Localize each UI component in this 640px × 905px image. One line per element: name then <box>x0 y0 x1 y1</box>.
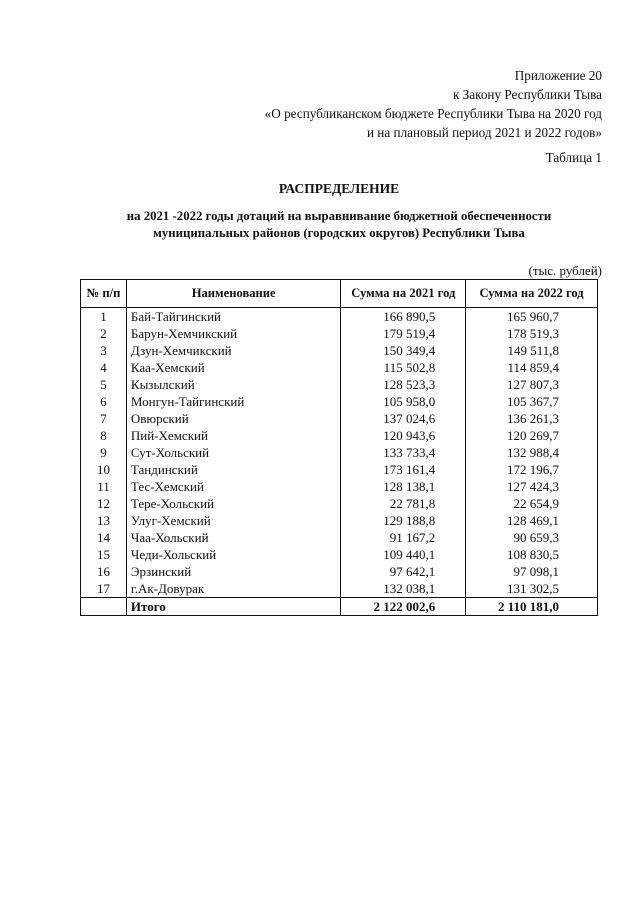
sum-2021: 91 167,2 <box>341 529 466 546</box>
distribution-table <box>80 279 598 616</box>
appendix-line: к Закону Республики Тыва <box>452 87 602 102</box>
sum-2021: 166 890,5 <box>341 308 466 326</box>
sum-2022: 131 302,5 <box>466 580 598 598</box>
sum-2021: 115 502,8 <box>341 359 466 376</box>
row-number: 3 <box>81 342 127 359</box>
total-row <box>81 598 598 616</box>
sum-2021: 97 642,1 <box>341 563 466 580</box>
district-name: Барун-Хемчикский <box>126 325 341 342</box>
sum-2022: 108 830,5 <box>466 546 598 563</box>
subtitle-line: муниципальных районов (городских округов) Республики Тыва <box>153 226 525 240</box>
row-number: 12 <box>81 495 127 512</box>
table-row <box>81 308 598 326</box>
appendix-reference <box>265 66 602 142</box>
table-row <box>81 359 598 376</box>
district-name: Эрзинский <box>126 563 341 580</box>
district-name: Каа-Хемский <box>126 359 341 376</box>
table-body <box>81 308 598 616</box>
district-name: Тес-Хемский <box>126 478 341 495</box>
row-number: 2 <box>81 325 127 342</box>
table-row <box>81 563 598 580</box>
table-label: Таблица 1 <box>545 150 602 165</box>
sum-2022: 120 269,7 <box>466 427 598 444</box>
units-note: (тыс. рублей) <box>528 263 602 278</box>
sum-2022: 90 659,3 <box>466 529 598 546</box>
table-row <box>81 376 598 393</box>
table-row <box>81 325 598 342</box>
header-row <box>81 280 598 308</box>
header-name: Наименование <box>126 280 341 308</box>
row-number: 15 <box>81 546 127 563</box>
appendix-line: «О республиканском бюджете Республики Тыва на 2020 год <box>264 106 602 121</box>
sum-2022: 127 424,3 <box>466 478 598 495</box>
row-number: 17 <box>81 580 127 598</box>
sum-2022: 128 469,1 <box>466 512 598 529</box>
sum-2021: 179 519,4 <box>341 325 466 342</box>
row-number: 14 <box>81 529 127 546</box>
sum-2021: 173 161,4 <box>341 461 466 478</box>
total-sum-2021: 2 122 002,6 <box>341 598 466 616</box>
district-name: Бай-Тайгинский <box>126 308 341 326</box>
row-number: 4 <box>81 359 127 376</box>
district-name: Улуг-Хемский <box>126 512 341 529</box>
sum-2021: 150 349,4 <box>341 342 466 359</box>
district-name: Сут-Хольский <box>126 444 341 461</box>
total-number <box>81 598 127 616</box>
table-row <box>81 495 598 512</box>
subtitle-line: на 2021 -2022 годы дотаций на выравнивание бюджетной обеспеченности <box>126 209 552 223</box>
table-row <box>81 393 598 410</box>
header-number: № п/п <box>81 280 127 308</box>
sum-2021: 128 138,1 <box>341 478 466 495</box>
row-number: 8 <box>81 427 127 444</box>
header-sum-2022: Сумма на 2022 год <box>466 280 598 308</box>
sum-2022: 127 807,3 <box>466 376 598 393</box>
table-row <box>81 580 598 598</box>
district-name: Тере-Хольский <box>126 495 341 512</box>
row-number: 13 <box>81 512 127 529</box>
row-number: 7 <box>81 410 127 427</box>
total-label: Итого <box>126 598 341 616</box>
row-number: 9 <box>81 444 127 461</box>
appendix-line: Приложение 20 <box>514 68 602 83</box>
table-row <box>81 342 598 359</box>
row-number: 5 <box>81 376 127 393</box>
sum-2022: 149 511,8 <box>466 342 598 359</box>
district-name: Тандинский <box>126 461 341 478</box>
district-name: г.Ак-Довурак <box>126 580 341 598</box>
district-name: Чаа-Хольский <box>126 529 341 546</box>
district-name: Овюрский <box>126 410 341 427</box>
row-number: 16 <box>81 563 127 580</box>
table-row <box>81 444 598 461</box>
appendix-line: и на плановый период 2021 и 2022 годов» <box>366 125 602 140</box>
total-sum-2022: 2 110 181,0 <box>466 598 598 616</box>
sum-2022: 22 654,9 <box>466 495 598 512</box>
district-name: Пий-Хемский <box>126 427 341 444</box>
sum-2021: 129 188,8 <box>341 512 466 529</box>
sum-2021: 137 024,6 <box>341 410 466 427</box>
district-name: Кызылский <box>126 376 341 393</box>
table-row <box>81 512 598 529</box>
district-name: Чеди-Хольский <box>126 546 341 563</box>
district-name: Монгун-Тайгинский <box>126 393 341 410</box>
sum-2022: 114 859,4 <box>466 359 598 376</box>
document-title: РАСПРЕДЕЛЕНИЕ <box>278 181 400 196</box>
table-row <box>81 546 598 563</box>
sum-2022: 136 261,3 <box>466 410 598 427</box>
sum-2022: 97 098,1 <box>466 563 598 580</box>
sum-2021: 120 943,6 <box>341 427 466 444</box>
sum-2021: 22 781,8 <box>341 495 466 512</box>
sum-2022: 172 196,7 <box>466 461 598 478</box>
table-row <box>81 410 598 427</box>
sum-2022: 165 960,7 <box>466 308 598 326</box>
table-row <box>81 529 598 546</box>
row-number: 11 <box>81 478 127 495</box>
table-row <box>81 461 598 478</box>
row-number: 1 <box>81 308 127 326</box>
sum-2021: 132 038,1 <box>341 580 466 598</box>
district-name: Дзун-Хемчикский <box>126 342 341 359</box>
sum-2021: 105 958,0 <box>341 393 466 410</box>
sum-2021: 128 523,3 <box>341 376 466 393</box>
row-number: 6 <box>81 393 127 410</box>
document-subtitle <box>0 208 640 242</box>
sum-2022: 132 988,4 <box>466 444 598 461</box>
row-number: 10 <box>81 461 127 478</box>
header-sum-2021: Сумма на 2021 год <box>341 280 466 308</box>
sum-2022: 105 367,7 <box>466 393 598 410</box>
table-header <box>81 280 598 308</box>
sum-2021: 109 440,1 <box>341 546 466 563</box>
sum-2022: 178 519,3 <box>466 325 598 342</box>
table-row <box>81 478 598 495</box>
sum-2021: 133 733,4 <box>341 444 466 461</box>
table-row <box>81 427 598 444</box>
